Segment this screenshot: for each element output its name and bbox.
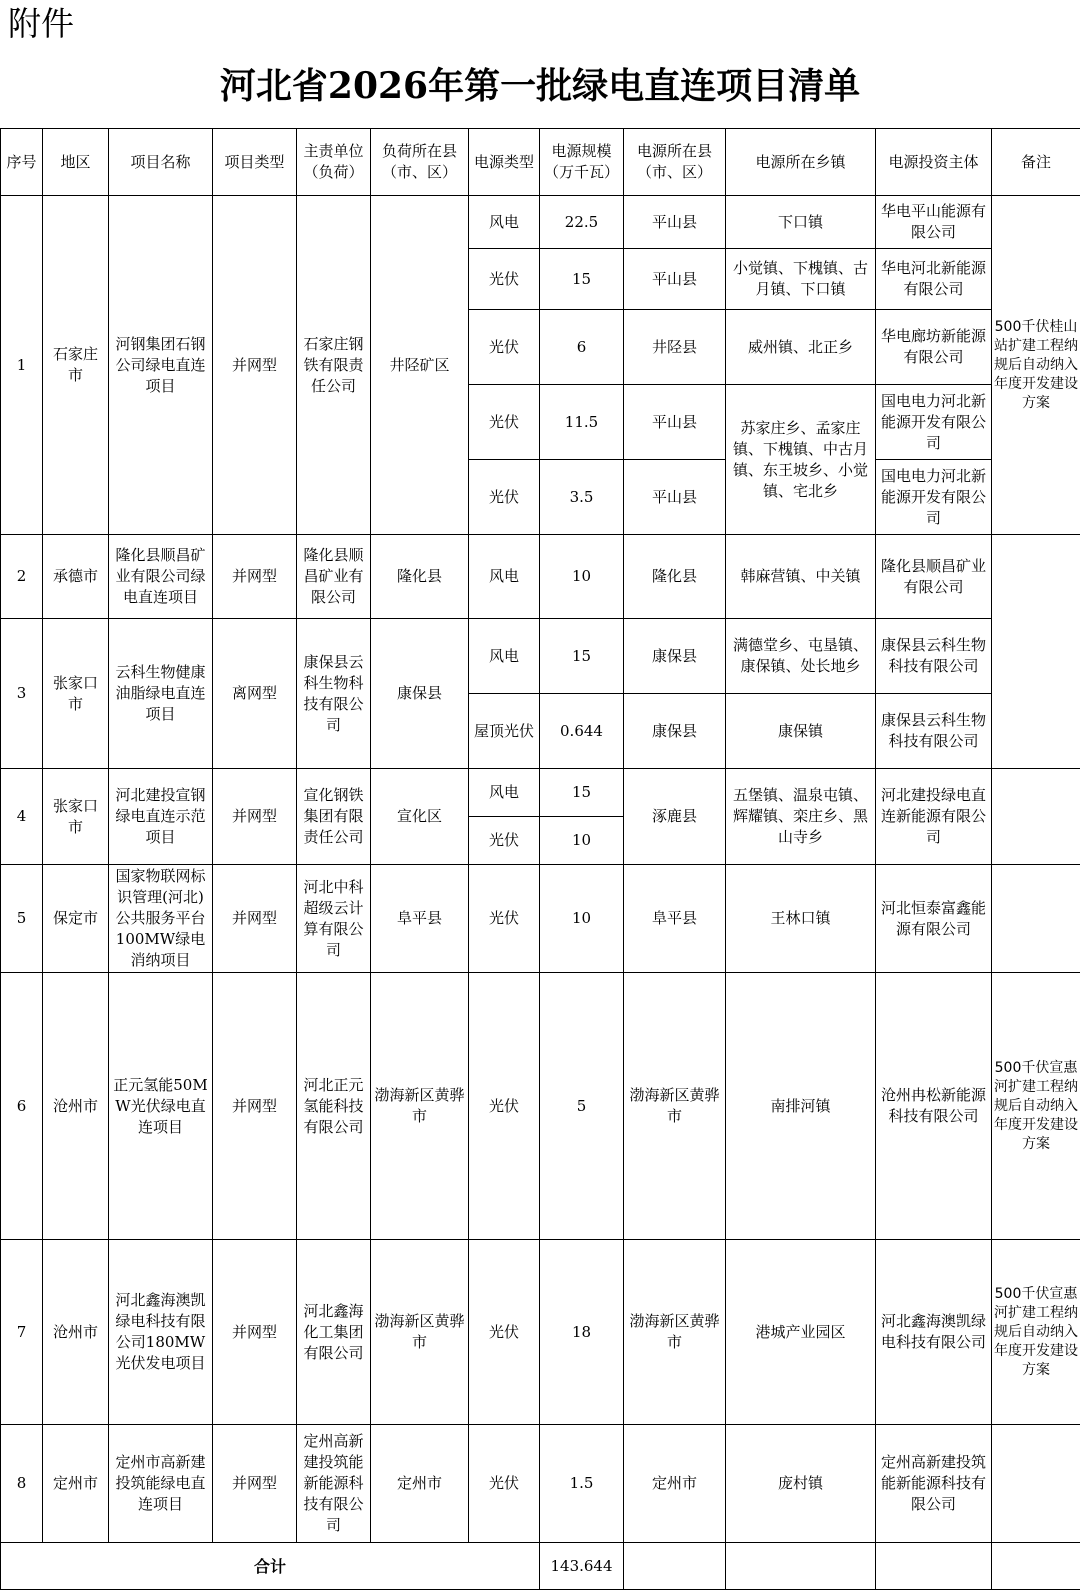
cell-power-county: 平山县: [624, 460, 726, 535]
table-row: [1, 196, 1080, 249]
cell-region: 张家口市: [43, 619, 109, 769]
cell-load-county: 隆化县: [371, 535, 469, 619]
header-project-name: 项目名称: [109, 129, 213, 196]
header-power-type: 电源类型: [469, 129, 540, 196]
cell-region: 石家庄市: [43, 196, 109, 535]
cell-power-town: 小觉镇、下槐镇、古月镇、下口镇: [726, 249, 876, 310]
cell-capacity: 5: [540, 973, 624, 1240]
cell-remark: [992, 769, 1080, 865]
cell-investor: 华电廊坊新能源有限公司: [876, 310, 992, 385]
cell-project-type: 离网型: [213, 619, 297, 769]
cell-remark: 500千伏桂山站扩建工程纳规后自动纳入年度开发建设方案: [992, 196, 1080, 535]
cell-investor: 河北鑫海澳凯绿电科技有限公司: [876, 1240, 992, 1425]
cell-power-town: 满德堂乡、屯垦镇、康保镇、处长地乡: [726, 619, 876, 694]
cell-power-town: 威州镇、北正乡: [726, 310, 876, 385]
cell-remark: [992, 535, 1080, 769]
cell-power-type: 光伏: [469, 865, 540, 973]
cell-capacity: 10: [540, 865, 624, 973]
header-row: [1, 129, 1080, 196]
cell-region: 保定市: [43, 865, 109, 973]
cell-seq: 5: [1, 865, 43, 973]
header-seq: 序号: [1, 129, 43, 196]
cell-region: 沧州市: [43, 1240, 109, 1425]
table-row: [1, 865, 1080, 973]
cell-power-town: 南排河镇: [726, 973, 876, 1240]
cell-region: 定州市: [43, 1425, 109, 1543]
cell-power-county: 平山县: [624, 196, 726, 249]
cell-power-county: 渤海新区黄骅市: [624, 1240, 726, 1425]
cell-project-name: 云科生物健康油脂绿电直连项目: [109, 619, 213, 769]
total-empty-cell: [726, 1543, 876, 1590]
cell-power-town: 下口镇: [726, 196, 876, 249]
cell-power-county: 康保县: [624, 694, 726, 769]
cell-seq: 8: [1, 1425, 43, 1543]
cell-owner: 定州高新建投筑能新能源科技有限公司: [297, 1425, 371, 1543]
cell-power-town: 港城产业园区: [726, 1240, 876, 1425]
cell-power-type: 屋顶光伏: [469, 694, 540, 769]
total-empty-cell: [624, 1543, 726, 1590]
attachment-label: 附件: [8, 4, 74, 43]
cell-capacity: 3.5: [540, 460, 624, 535]
project-table: [0, 128, 1080, 1590]
table-row: [1, 1425, 1080, 1543]
cell-capacity: 22.5: [540, 196, 624, 249]
cell-project-type: 并网型: [213, 1240, 297, 1425]
cell-project-type: 并网型: [213, 973, 297, 1240]
header-project-type: 项目类型: [213, 129, 297, 196]
header-capacity: 电源规模（万千瓦）: [540, 129, 624, 196]
cell-investor: 康保县云科生物科技有限公司: [876, 694, 992, 769]
total-empty-cell: [992, 1543, 1080, 1590]
cell-project-type: 并网型: [213, 196, 297, 535]
cell-investor: 隆化县顺昌矿业有限公司: [876, 535, 992, 619]
cell-owner: 河北中科超级云计算有限公司: [297, 865, 371, 973]
total-row: [1, 1543, 1080, 1590]
header-region: 地区: [43, 129, 109, 196]
cell-power-town: 苏家庄乡、孟家庄镇、下槐镇、中古月镇、东王坡乡、小觉镇、宅北乡: [726, 385, 876, 535]
cell-investor: 河北恒泰富鑫能源有限公司: [876, 865, 992, 973]
cell-power-county: 康保县: [624, 619, 726, 694]
cell-project-name: 定州市高新建投筑能绿电直连项目: [109, 1425, 213, 1543]
total-capacity: 143.644: [540, 1543, 624, 1590]
cell-investor: 国电电力河北新能源开发有限公司: [876, 460, 992, 535]
cell-load-county: 阜平县: [371, 865, 469, 973]
cell-seq: 7: [1, 1240, 43, 1425]
cell-load-county: 井陉矿区: [371, 196, 469, 535]
cell-investor: 华电平山能源有限公司: [876, 196, 992, 249]
cell-owner: 宣化钢铁集团有限责任公司: [297, 769, 371, 865]
cell-power-type: 光伏: [469, 460, 540, 535]
cell-power-county: 涿鹿县: [624, 769, 726, 865]
cell-capacity: 15: [540, 249, 624, 310]
header-power-town: 电源所在乡镇: [726, 129, 876, 196]
cell-capacity: 6: [540, 310, 624, 385]
cell-power-county: 平山县: [624, 249, 726, 310]
cell-project-name: 国家物联网标识管理(河北)公共服务平台100MW绿电消纳项目: [109, 865, 213, 973]
cell-remark: 500千伏宣惠河扩建工程纳规后自动纳入年度开发建设方案: [992, 973, 1080, 1240]
cell-load-county: 宣化区: [371, 769, 469, 865]
total-empty-cell: [876, 1543, 992, 1590]
cell-project-type: 并网型: [213, 1425, 297, 1543]
header-remark: 备注: [992, 129, 1080, 196]
cell-seq: 4: [1, 769, 43, 865]
cell-project-name: 河北鑫海澳凯绿电科技有限公司180MW光伏发电项目: [109, 1240, 213, 1425]
cell-remark: 500千伏宣惠河扩建工程纳规后自动纳入年度开发建设方案: [992, 1240, 1080, 1425]
header-investor: 电源投资主体: [876, 129, 992, 196]
cell-power-county: 井陉县: [624, 310, 726, 385]
cell-power-type: 光伏: [469, 385, 540, 460]
cell-seq: 2: [1, 535, 43, 619]
cell-remark: [992, 1425, 1080, 1543]
cell-project-type: 并网型: [213, 865, 297, 973]
cell-power-county: 平山县: [624, 385, 726, 460]
cell-power-type: 风电: [469, 196, 540, 249]
table-row: [1, 1240, 1080, 1425]
cell-power-type: 光伏: [469, 817, 540, 865]
cell-load-county: 康保县: [371, 619, 469, 769]
header-power-county: 电源所在县（市、区）: [624, 129, 726, 196]
cell-region: 沧州市: [43, 973, 109, 1240]
cell-capacity: 18: [540, 1240, 624, 1425]
cell-power-town: 王林口镇: [726, 865, 876, 973]
total-label: 合计: [1, 1543, 540, 1590]
cell-remark: [992, 865, 1080, 973]
cell-investor: 沧州冉松新能源科技有限公司: [876, 973, 992, 1240]
cell-owner: 石家庄钢铁有限责任公司: [297, 196, 371, 535]
cell-owner: 河北正元氢能科技有限公司: [297, 973, 371, 1240]
cell-owner: 河北鑫海化工集团有限公司: [297, 1240, 371, 1425]
cell-seq: 6: [1, 973, 43, 1240]
cell-power-type: 光伏: [469, 1425, 540, 1543]
cell-power-county: 阜平县: [624, 865, 726, 973]
table-row: [1, 619, 1080, 694]
cell-power-type: 光伏: [469, 1240, 540, 1425]
cell-region: 承德市: [43, 535, 109, 619]
cell-owner: 隆化县顺昌矿业有限公司: [297, 535, 371, 619]
cell-investor: 河北建投绿电直连新能源有限公司: [876, 769, 992, 865]
header-load-county: 负荷所在县（市、区）: [371, 129, 469, 196]
cell-capacity: 1.5: [540, 1425, 624, 1543]
page-title: 河北省2026年第一批绿电直连项目清单: [219, 65, 861, 107]
cell-capacity: 15: [540, 619, 624, 694]
cell-region: 张家口市: [43, 769, 109, 865]
cell-capacity: 10: [540, 817, 624, 865]
cell-load-county: 定州市: [371, 1425, 469, 1543]
cell-power-county: 渤海新区黄骅市: [624, 973, 726, 1240]
cell-project-type: 并网型: [213, 769, 297, 865]
cell-power-town: 庞村镇: [726, 1425, 876, 1543]
cell-investor: 康保县云科生物科技有限公司: [876, 619, 992, 694]
cell-project-name: 隆化县顺昌矿业有限公司绿电直连项目: [109, 535, 213, 619]
cell-capacity: 10: [540, 535, 624, 619]
cell-project-name: 河钢集团石钢公司绿电直连项目: [109, 196, 213, 535]
cell-investor: 国电电力河北新能源开发有限公司: [876, 385, 992, 460]
cell-power-type: 风电: [469, 535, 540, 619]
cell-power-town: 五堡镇、温泉屯镇、辉耀镇、栾庄乡、黑山寺乡: [726, 769, 876, 865]
cell-load-county: 渤海新区黄骅市: [371, 973, 469, 1240]
cell-seq: 3: [1, 619, 43, 769]
cell-capacity: 0.644: [540, 694, 624, 769]
cell-investor: 华电河北新能源有限公司: [876, 249, 992, 310]
cell-seq: 1: [1, 196, 43, 535]
table-row: [1, 973, 1080, 1240]
cell-power-town: 康保镇: [726, 694, 876, 769]
cell-project-name: 河北建投宣钢绿电直连示范项目: [109, 769, 213, 865]
cell-project-type: 并网型: [213, 535, 297, 619]
cell-power-county: 定州市: [624, 1425, 726, 1543]
table-row: [1, 535, 1080, 619]
cell-capacity: 11.5: [540, 385, 624, 460]
cell-power-type: 光伏: [469, 310, 540, 385]
header-owner: 主责单位（负荷）: [297, 129, 371, 196]
cell-investor: 定州高新建投筑能新能源科技有限公司: [876, 1425, 992, 1543]
table-row: [1, 769, 1080, 817]
cell-power-town: 韩麻营镇、中关镇: [726, 535, 876, 619]
cell-power-type: 风电: [469, 619, 540, 694]
cell-power-type: 光伏: [469, 249, 540, 310]
cell-load-county: 渤海新区黄骅市: [371, 1240, 469, 1425]
cell-capacity: 15: [540, 769, 624, 817]
cell-owner: 康保县云科生物科技有限公司: [297, 619, 371, 769]
cell-power-type: 风电: [469, 769, 540, 817]
cell-power-type: 光伏: [469, 973, 540, 1240]
cell-power-county: 隆化县: [624, 535, 726, 619]
cell-project-name: 正元氢能50MW光伏绿电直连项目: [109, 973, 213, 1240]
